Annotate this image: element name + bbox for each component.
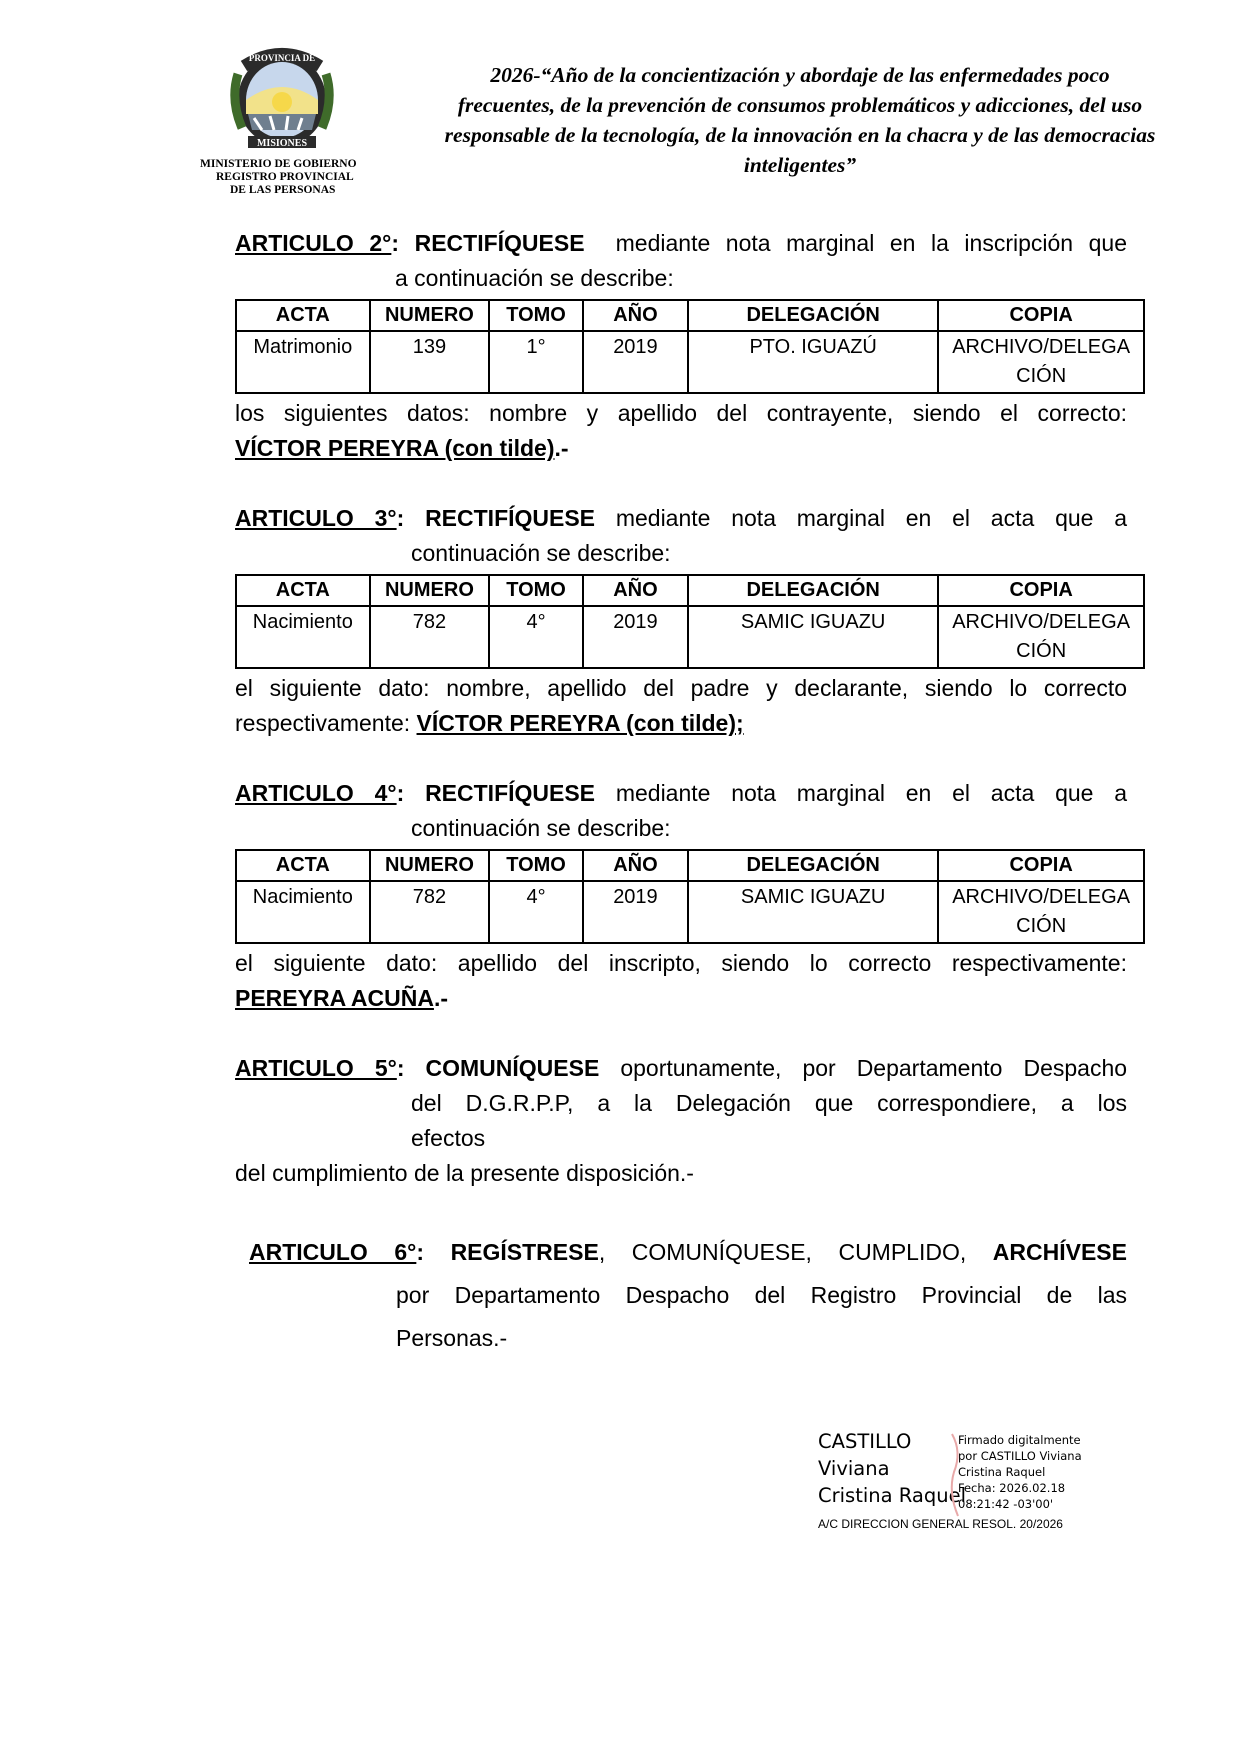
article-text: continuación se describe:: [411, 815, 671, 841]
ministry-block: [200, 158, 357, 197]
table-header-row: [236, 850, 1144, 881]
table-cell: SAMIC IGUAZU: [688, 606, 938, 668]
table-cell: SAMIC IGUAZU: [688, 881, 938, 943]
column-header: COPIA: [938, 300, 1144, 331]
table-cell: PTO. IGUAZÚ: [688, 331, 938, 393]
signature-detail-line: por CASTILLO Viviana: [958, 1449, 1082, 1463]
correction-value: PEREYRA ACUÑA: [235, 985, 434, 1011]
table-header-row: [236, 575, 1144, 606]
column-header: AÑO: [583, 575, 688, 606]
table-cell: 2019: [583, 606, 688, 668]
column-header: TOMO: [489, 300, 583, 331]
article-2: [235, 226, 1131, 466]
article-text: los siguientes datos: nombre y apellido del contrayente, siendo el correcto:: [235, 400, 1127, 426]
article-text: mediante nota marginal en el acta que a: [615, 505, 1128, 531]
signer-name-line: Viviana: [818, 1457, 890, 1480]
table-cell: 2019: [583, 881, 688, 943]
document-body: [235, 226, 1131, 1360]
signature-detail-line: Cristina Raquel: [958, 1465, 1046, 1479]
signature-detail-line: Firmado digitalmente: [958, 1433, 1081, 1447]
article-label: ARTICULO 6°: [249, 1239, 417, 1265]
article-text: , COMUNÍQUESE, CUMPLIDO,: [598, 1239, 993, 1265]
logo-text-bottom: MISIONES: [256, 138, 308, 149]
year-motto: [420, 60, 1180, 180]
article-text: efectos: [411, 1125, 486, 1151]
table-cell: ARCHIVO/DELEGA CIÓN: [938, 331, 1144, 393]
correction-value: VÍCTOR PEREYRA (con tilde): [235, 435, 555, 461]
table-row: [236, 331, 1144, 393]
article-colon: :: [396, 505, 405, 531]
column-header: AÑO: [583, 850, 688, 881]
table-cell: 139: [370, 331, 490, 393]
signature-detail-line: 08:21:42 -03'00': [958, 1497, 1054, 1511]
article-text: mediante nota marginal en la inscripción que: [615, 230, 1127, 256]
correction-suffix: .-: [433, 985, 448, 1011]
article-label: ARTICULO 4°: [235, 780, 397, 806]
column-header: ACTA: [236, 850, 370, 881]
column-header: ACTA: [236, 575, 370, 606]
article-text: oportunamente, por Departamento Despacho: [620, 1055, 1128, 1081]
logo-text-top: PROVINCIA DE: [248, 53, 316, 63]
article-label: ARTICULO 5°: [235, 1055, 397, 1081]
article-colon: :: [416, 1239, 425, 1265]
article-4: [235, 776, 1131, 1016]
article-heading: [235, 226, 1127, 261]
article-keyword: RECTIFÍQUESE: [425, 780, 596, 806]
article-correction: [235, 981, 1127, 1016]
table-cell: 782: [370, 606, 490, 668]
motto-line: responsable de la tecnología, de la innovación en la chacra y de las democracias: [444, 123, 1156, 147]
article-text: por Departamento Despacho del Registro Provincial de las: [396, 1282, 1127, 1308]
ministry-line: REGISTRO PROVINCIAL: [216, 171, 354, 183]
article-heading: [249, 1231, 1127, 1274]
article-text: el siguiente dato: nombre, apellido del padre y declarante, siendo lo correcto: [235, 675, 1127, 701]
signer-name-line: CASTILLO: [818, 1430, 912, 1453]
article-keyword: RECTIFÍQUESE: [414, 230, 585, 256]
table-cell: 782: [370, 881, 490, 943]
table-cell: Matrimonio: [236, 331, 370, 393]
motto-line: frecuentes, de la prevención de consumos problemáticos y adicciones, del uso: [457, 93, 1143, 117]
table-cell: Nacimiento: [236, 606, 370, 668]
article-6: [235, 1231, 1127, 1360]
signature-details: [958, 1432, 1098, 1512]
table-cell: ARCHIVO/DELEGA CIÓN: [938, 881, 1144, 943]
article-label: ARTICULO 2°: [235, 230, 392, 256]
article-text: a continuación se describe:: [395, 265, 674, 291]
motto-line: inteligentes”: [743, 153, 857, 177]
article-5: [235, 1051, 1127, 1191]
article-text: el siguiente dato: apellido del inscripto, siendo lo correcto respectivamente:: [235, 950, 1127, 976]
column-header: DELEGACIÓN: [688, 850, 938, 881]
table-row: [236, 606, 1144, 668]
article-keyword: COMUNÍQUESE: [425, 1055, 600, 1081]
signer-name-line: Cristina Raquel: [818, 1484, 967, 1507]
article-text: del D.G.R.P.P, a la Delegación que correspondiere, a los: [411, 1090, 1127, 1116]
column-header: NUMERO: [370, 850, 490, 881]
article-correction: [235, 706, 1127, 741]
article-text: continuación se describe:: [411, 540, 671, 566]
column-header: TOMO: [489, 575, 583, 606]
table-row: [236, 881, 1144, 943]
article-colon: :: [396, 1055, 405, 1081]
article-heading: [235, 501, 1127, 536]
column-header: AÑO: [583, 300, 688, 331]
acta-table: [235, 574, 1145, 669]
article-3: [235, 501, 1131, 741]
column-header: COPIA: [938, 575, 1144, 606]
ministry-line: MINISTERIO DE GOBIERNO: [200, 158, 357, 170]
column-header: ACTA: [236, 300, 370, 331]
table-header-row: [236, 300, 1144, 331]
table-cell: ARCHIVO/DELEGA CIÓN: [938, 606, 1144, 668]
article-keyword: REGÍSTRESE: [450, 1239, 599, 1265]
motto-line: 2026-“Año de la concientización y abordaje de las enfermedades poco: [490, 63, 1110, 87]
article-label: ARTICULO 3°: [235, 505, 397, 531]
province-coat-of-arms: [222, 44, 342, 152]
column-header: NUMERO: [370, 575, 490, 606]
table-cell: Nacimiento: [236, 881, 370, 943]
article-keyword: ARCHÍVESE: [992, 1239, 1127, 1265]
signature-detail-line: Fecha: 2026.02.18: [958, 1481, 1066, 1495]
article-text: mediante nota marginal en el acta que a: [615, 780, 1128, 806]
column-header: TOMO: [489, 850, 583, 881]
column-header: COPIA: [938, 850, 1144, 881]
ministry-line: DE LAS PERSONAS: [230, 184, 336, 196]
correction-value: VÍCTOR PEREYRA (con tilde);: [416, 710, 744, 736]
article-colon: :: [396, 780, 405, 806]
column-header: DELEGACIÓN: [688, 575, 938, 606]
correction-prefix: respectivamente:: [235, 710, 417, 736]
column-header: DELEGACIÓN: [688, 300, 938, 331]
table-cell: 1°: [489, 331, 583, 393]
article-text: del cumplimiento de la presente disposición.-: [235, 1160, 694, 1186]
acta-table: [235, 299, 1145, 394]
signer-role: A/C DIRECCION GENERAL RESOL. 20/2026: [818, 1517, 1063, 1531]
table-cell: 4°: [489, 606, 583, 668]
article-text: Personas.-: [396, 1325, 508, 1351]
acta-table: [235, 849, 1145, 944]
column-header: NUMERO: [370, 300, 490, 331]
article-heading: [235, 1051, 1127, 1086]
article-keyword: RECTIFÍQUESE: [425, 505, 596, 531]
correction-suffix: .-: [554, 435, 569, 461]
article-colon: :: [391, 230, 400, 256]
table-cell: 2019: [583, 331, 688, 393]
table-cell: 4°: [489, 881, 583, 943]
article-heading: [235, 776, 1127, 811]
article-correction: [235, 431, 1127, 466]
